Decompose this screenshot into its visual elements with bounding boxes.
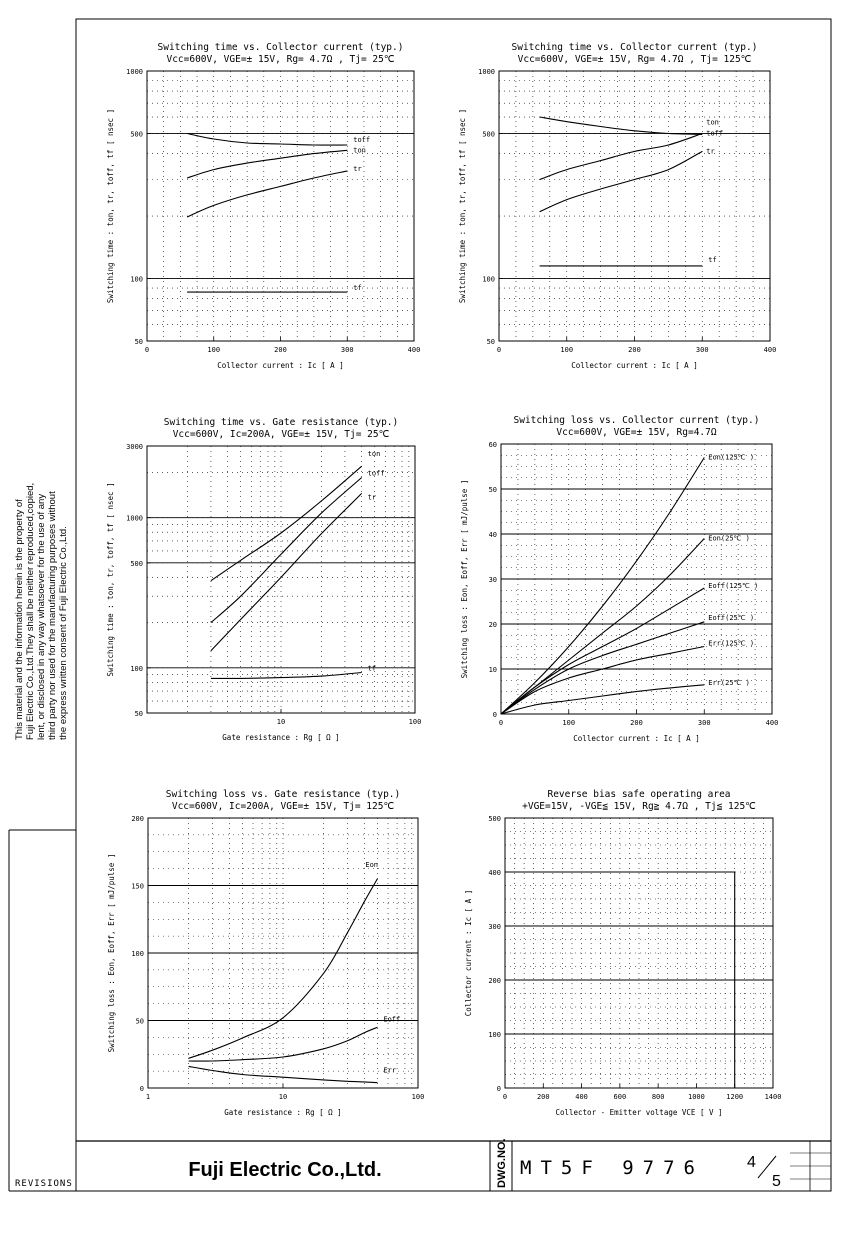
y-axis-label: Switching loss : Eon, Eoff, Err [ mJ/pulse ]: [107, 853, 116, 1053]
chart-subtitle: Vcc=600V, VGE=± 15V, Rg= 4.7Ω , Tj= 25℃: [166, 54, 395, 65]
x-axis-label: Collector current : Ic [ A ]: [571, 361, 698, 370]
series-label: tf: [708, 255, 717, 264]
y-axis-label: Switching time : ton, tr, toff, tf [ nsec ]: [458, 108, 467, 304]
series-line-toff: [211, 478, 362, 623]
company-name: Fuji Electric Co.,Ltd.: [188, 1159, 382, 1181]
y-tick-label: 3000: [126, 443, 143, 451]
dwg-label: DWG.NO.: [496, 1138, 508, 1188]
x-tick-label: 0: [502, 1093, 508, 1101]
page-total: 5: [772, 1173, 781, 1190]
y-tick-label: 50: [134, 710, 143, 718]
series-line-toff: [187, 134, 347, 146]
chart-subtitle: Vcc=600V, VGE=± 15V, Rg= 4.7Ω , Tj= 125℃: [517, 54, 752, 65]
series-line-ton: [187, 150, 347, 178]
chart-subtitle: +VGE=15V, -VGE≦ 15V, Rg≧ 4.7Ω , Tj≦ 125℃: [522, 801, 756, 812]
chart-switching-loss-vs-current: [460, 415, 778, 743]
notice-line: Fuji Electric Co.,Ltd.They shall be neither reproduced,copied,: [25, 482, 36, 740]
y-tick-label: 40: [488, 531, 497, 539]
y-tick-label: 500: [482, 130, 495, 139]
y-axis-label: Switching time : ton, tr, toff, tf [ nsec ]: [106, 482, 115, 677]
y-tick-label: 500: [130, 559, 143, 568]
notice-line: third party nor used for the manufacturing purposes without: [47, 491, 58, 740]
y-axis-label: Switching time : ton, tr, toff, tf [ nsec ]: [106, 108, 115, 304]
notice-line: lent, or disclosed in any way whatsoever for the use of any: [36, 493, 47, 740]
y-axis-label: Collector current : Ic [ A ]: [464, 889, 473, 1017]
series-label: toff: [706, 129, 724, 138]
x-tick-label: 300: [697, 719, 711, 727]
x-tick-label: 0: [498, 719, 504, 727]
x-tick-label: 0: [144, 346, 150, 354]
series-label: tr: [706, 147, 715, 156]
y-tick-label: 1000: [126, 514, 143, 523]
series-line-tr: [187, 171, 347, 217]
x-axis-label: Collector current : Ic [ A ]: [573, 734, 700, 743]
x-axis-label: Gate resistance : Rg [ Ω ]: [224, 1108, 342, 1117]
x-tick-label: 200: [274, 346, 287, 354]
series-label: tr: [367, 493, 377, 502]
chart-title: Switching loss vs. Collector current (typ.): [513, 415, 760, 426]
x-tick-label: 1000: [687, 1093, 705, 1101]
series-label: tr: [353, 164, 362, 173]
drawing-number: MT5F 9776: [520, 1157, 704, 1179]
y-tick-label: 200: [488, 977, 501, 985]
y-tick-label: 50: [134, 338, 143, 346]
x-tick-label: 1200: [726, 1093, 744, 1101]
series-line-toff: [540, 134, 703, 180]
series-label: toff: [353, 135, 371, 144]
y-tick-label: 150: [131, 882, 144, 891]
y-tick-label: 50: [488, 486, 497, 494]
chart-switching-time-vs-current-25c: [106, 42, 420, 370]
x-tick-label: 100: [207, 346, 221, 354]
title-block: [15, 1139, 831, 1192]
chart-title: Reverse bias safe operating area: [547, 789, 731, 800]
sheet-frame: [76, 19, 831, 1191]
notice-line: the express written consent of Fuji Electric Co.,Ltd.: [58, 526, 69, 740]
y-tick-label: 100: [130, 275, 143, 284]
series-label: Err: [383, 1066, 397, 1075]
series-label: tf: [353, 284, 362, 293]
series-label: Err(125℃ ): [708, 639, 755, 648]
chart-subtitle: Vcc=600V, Ic=200A, VGE=± 15V, Tj= 25℃: [172, 429, 390, 440]
x-tick-label: 300: [340, 346, 354, 354]
y-tick-label: 100: [130, 664, 143, 673]
x-tick-label: 400: [407, 346, 421, 354]
series-label: Eon(125℃ ): [708, 453, 755, 462]
series-label: Eoff: [383, 1015, 401, 1024]
y-tick-label: 1000: [478, 68, 495, 76]
series-label: ton: [367, 450, 381, 459]
chart-subtitle: Vcc=600V, Ic=200A, VGE=± 15V, Tj= 125℃: [171, 801, 395, 812]
chart-reverse-bias-soa: [464, 789, 781, 1117]
y-tick-label: 500: [488, 815, 501, 823]
y-tick-label: 1000: [126, 68, 143, 76]
y-tick-label: 400: [488, 869, 501, 877]
page-number: 4: [747, 1154, 756, 1171]
x-axis-label: Gate resistance : Rg [ Ω ]: [222, 733, 340, 742]
series-line-tr: [211, 493, 362, 650]
revisions-label: REVISIONS: [15, 1179, 73, 1189]
series-line-eoff: [189, 1027, 378, 1061]
x-tick-label: 600: [613, 1093, 627, 1101]
y-tick-label: 0: [496, 1085, 501, 1093]
series-label: Err(25℃ ): [708, 678, 750, 687]
x-tick-label: 800: [651, 1093, 665, 1101]
y-tick-label: 0: [492, 711, 497, 719]
y-tick-label: 30: [488, 576, 497, 584]
series-line-ton: [540, 117, 703, 134]
series-line-tr: [540, 151, 703, 211]
x-tick-label: 10: [276, 718, 286, 726]
y-tick-label: 10: [488, 666, 497, 674]
chart-title: Switching time vs. Collector current (typ.): [157, 42, 404, 53]
series-line-ton: [211, 466, 362, 581]
series-line-eoff-125: [501, 588, 704, 714]
x-tick-label: 100: [560, 346, 574, 354]
x-tick-label: 200: [628, 346, 641, 354]
y-tick-label: 50: [135, 1017, 144, 1026]
y-tick-label: 500: [130, 130, 143, 139]
x-tick-label: 0: [496, 346, 502, 354]
chart-switching-time-vs-current-125c: [458, 42, 776, 370]
chart-title: Switching time vs. Gate resistance (typ.): [163, 417, 399, 428]
chart-title: Switching time vs. Collector current (typ.): [511, 42, 758, 53]
y-tick-label: 100: [488, 1031, 501, 1039]
series-label: Eoff(25℃ ): [708, 613, 755, 622]
x-tick-label: 200: [536, 1093, 550, 1101]
series-label: tf: [367, 664, 377, 673]
x-axis-label: Collector current : Ic [ A ]: [217, 361, 344, 370]
y-tick-label: 60: [488, 441, 497, 449]
y-axis-label: Switching loss : Eon, Eoff, Err [ mJ/pulse ]: [460, 479, 469, 679]
y-tick-label: 0: [139, 1085, 144, 1093]
x-tick-label: 100: [562, 719, 576, 727]
x-tick-label: 200: [630, 719, 643, 727]
confidentiality-notice: [14, 483, 69, 740]
x-tick-label: 100: [411, 1093, 425, 1101]
chart-title: Switching loss vs. Gate resistance (typ.): [165, 789, 401, 800]
y-tick-label: 20: [488, 621, 497, 629]
series-label: Eon(25℃ ): [708, 534, 750, 543]
series-line-eoff-25: [501, 622, 704, 714]
series-line-eon-125: [501, 458, 704, 715]
chart-subtitle: Vcc=600V, VGE=± 15V, Rg=4.7Ω: [556, 427, 717, 438]
x-tick-label: 100: [408, 718, 422, 726]
x-tick-label: 10: [278, 1093, 288, 1101]
series-label: ton: [706, 118, 719, 127]
x-tick-label: 1: [145, 1093, 151, 1101]
y-tick-label: 50: [486, 338, 495, 346]
chart-switching-time-vs-gate-resistance: [106, 417, 421, 742]
x-tick-label: 400: [763, 346, 777, 354]
x-tick-label: 300: [695, 346, 709, 354]
x-axis-label: Collector - Emitter voltage VCE [ V ]: [555, 1108, 723, 1117]
series-label: Eoff(125℃ ): [708, 582, 759, 590]
y-tick-label: 100: [482, 275, 495, 284]
series-label: ton: [353, 146, 366, 155]
notice-line: This material and the information herein is the property of: [14, 499, 25, 740]
x-tick-label: 400: [765, 719, 779, 727]
series-label: Eon: [365, 860, 379, 869]
y-tick-label: 200: [131, 815, 144, 823]
chart-switching-loss-vs-gate-resistance: [107, 789, 424, 1117]
x-tick-label: 400: [575, 1093, 588, 1101]
series-line-tf: [211, 673, 362, 679]
y-tick-label: 100: [131, 950, 144, 958]
y-tick-label: 300: [488, 923, 501, 931]
x-tick-label: 1400: [764, 1093, 782, 1101]
series-label: toff: [367, 469, 385, 478]
